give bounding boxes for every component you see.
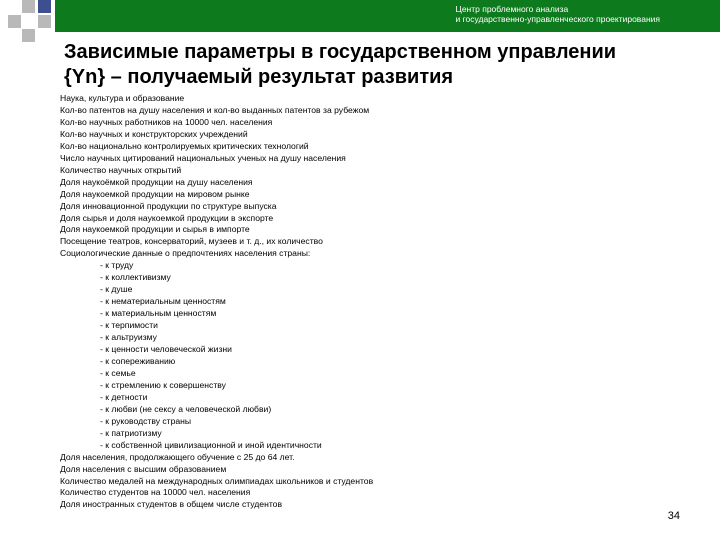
sub-list-item: - к патриотизму — [100, 427, 162, 438]
sub-list-item: - к детности — [100, 391, 148, 402]
list-item: Наука, культура и образование — [60, 93, 185, 103]
sub-list-item: - к любви (не сексу а человеческой любви) — [100, 403, 272, 414]
list-item: Число научных цитирований национальных ученых на душу населения — [60, 152, 346, 163]
decorative-square — [38, 0, 51, 13]
decorative-squares — [0, 0, 60, 42]
sub-list-item: - к стремлению к совершенству — [100, 379, 226, 390]
slide-title — [64, 40, 704, 90]
decorative-square — [22, 0, 35, 13]
list-item: Кол-во научных и конструкторских учреждений — [60, 128, 248, 139]
sub-list-item: - к ценности человеческой жизни — [100, 344, 232, 355]
sub-list-item: - к коллективизму — [100, 272, 171, 283]
sub-list-item: - к сопереживанию — [100, 355, 176, 366]
list-item: Доля наукоемкой продукции и сырья в импорте — [60, 224, 250, 235]
list-item: Доля населения с высшим образованием — [60, 463, 227, 474]
list-item: Доля иностранных студентов в общем числе студентов — [60, 499, 283, 510]
sub-list-item: - к руководству страны — [100, 415, 192, 426]
header-banner — [55, 0, 720, 32]
decorative-square — [22, 29, 35, 42]
organization-name-line2: и государственно-управленческого проектирования — [455, 14, 660, 24]
list-item: Кол-во национально контролируемых критических технологий — [60, 140, 309, 151]
decorative-square — [8, 15, 21, 28]
list-item: Количество научных открытий — [60, 164, 182, 175]
list-item: Количество медалей на международных олимпиадах школьников и студентов — [60, 475, 374, 486]
slide-title-line2: {Yn} – получаемый результат развития — [64, 66, 454, 88]
sub-list-item: - к собственной цивилизационной и иной идентичности — [100, 439, 322, 450]
sub-list-item: - к альтруизму — [100, 332, 157, 343]
sub-list-item: - к нематериальным ценностям — [100, 296, 226, 307]
list-item: Социологические данные о предпочтениях населения страны: — [60, 248, 311, 259]
sub-list-item: - к материальным ценностям — [100, 308, 217, 319]
sub-list-item: - к терпимости — [100, 320, 158, 331]
list-item: Доля наукоемкой продукции на мировом рынке — [60, 188, 250, 199]
parameter-list — [60, 93, 700, 511]
list-item: Доля населения, продолжающего обучение с 25 до 64 лет. — [60, 451, 295, 462]
sub-list-item: - к семье — [100, 367, 136, 378]
page-number: 34 — [667, 510, 680, 522]
list-item: Кол-во патентов на душу населения и кол-во выданных патентов за рубежом — [60, 104, 370, 115]
list-item: Доля наукоёмкой продукции на душу населения — [60, 176, 253, 187]
list-item: Доля сырья и доля наукоемкой продукции в экспорте — [60, 212, 274, 223]
list-item: Посещение театров, консерваторий, музеев и т. д., их количество — [60, 236, 323, 247]
list-item: Доля инновационной продукции по структуре выпуска — [60, 200, 277, 211]
list-item: Кол-во научных работников на 10000 чел. населения — [60, 116, 273, 127]
sub-list-item: - к труду — [100, 260, 134, 271]
organization-name-line1: Центр проблемного анализа — [455, 4, 569, 14]
slide-title-line1: Зависимые параметры в государственном управлении — [64, 41, 617, 63]
sub-list-item: - к душе — [100, 284, 133, 295]
list-item: Количество студентов на 10000 чел. населения — [60, 487, 251, 498]
organization-name — [456, 4, 660, 24]
decorative-square — [38, 15, 51, 28]
